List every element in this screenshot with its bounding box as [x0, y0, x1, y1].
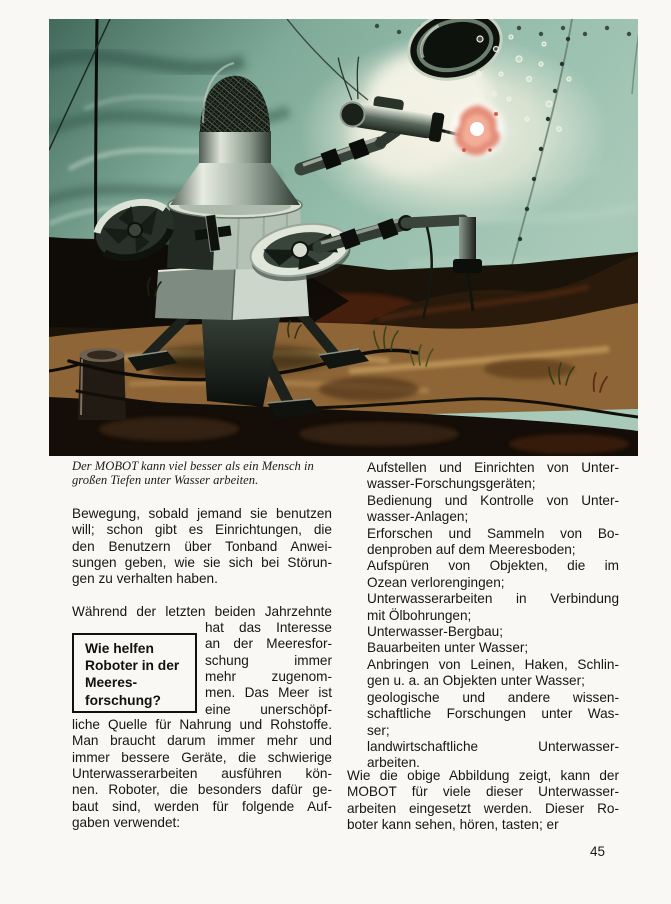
- task-list: [367, 460, 619, 772]
- text-line: liche Quelle für Nahrung und Rohstoffe.: [72, 717, 332, 732]
- task-line: arbeiten.: [367, 755, 420, 771]
- text-line: gen zu verhalten haben.: [72, 571, 218, 587]
- task-line: Aufstellen und Einrichten von Unter-: [367, 460, 619, 475]
- question-box-line: Meeres-: [85, 675, 138, 691]
- text-line: Wie die obige Abbildung zeigt, kann der: [347, 768, 619, 783]
- task-line: wasser-Anlagen;: [367, 509, 469, 525]
- text-line: den Benutzern über Tonband Anwei-: [72, 538, 332, 554]
- text-line: nen. Roboter, die besonders dafür ge-: [72, 782, 332, 798]
- task-line: wasser-Forschungsgeräten;: [367, 476, 536, 492]
- task-line: Bauarbeiten unter Wasser;: [367, 640, 529, 656]
- welding-flame: [452, 104, 504, 156]
- text-line: immer bessere Geräte, die schwierige: [72, 749, 332, 765]
- text-line: gaben verwendet:: [72, 815, 181, 831]
- text-line: Bewegung, sobald jemand sie benutzen: [72, 506, 332, 521]
- text-line: schung immer: [205, 652, 332, 668]
- text-line: an der Meeresfor-: [205, 636, 332, 652]
- task-line: schaftliche Forschungen unter Was-: [367, 706, 619, 722]
- text-line: boter kann sehen, hören, tasten; er: [347, 817, 559, 833]
- question-box-line: Wie helfen: [85, 641, 154, 656]
- task-line: denproben auf dem Meeresboden;: [367, 542, 576, 558]
- task-line: Bedienung und Kontrolle von Unter-: [367, 492, 619, 508]
- task-line: mit Ölbohrungen;: [367, 607, 472, 623]
- probe-tool: [459, 217, 476, 261]
- task-line: landwirtschaftliche Unterwasser-: [367, 738, 619, 754]
- text-line: baut sind, werden für folgende Auf-: [72, 798, 332, 814]
- caption-line: großen Tiefen unter Wasser arbeiten.: [72, 473, 259, 487]
- paragraph-bewegung: [72, 506, 332, 588]
- text-line: Unterwasserarbeiten ausführen kön-: [72, 766, 332, 782]
- sea-floor: [49, 237, 638, 456]
- task-line: geologische und andere wissen-: [367, 689, 619, 705]
- text-line: sungen geben, wie sie sich bei Störun-: [72, 555, 332, 571]
- text-line: hat das Interesse: [205, 620, 332, 635]
- task-line: Anbringen von Leinen, Haken, Schlin-: [367, 656, 619, 672]
- text-line: Während der letzten beiden Jahrzehnte: [72, 604, 332, 619]
- task-line: Aufspüren von Objekten, die im: [367, 558, 619, 574]
- task-line: Unterwasser-Bergbau;: [367, 624, 503, 640]
- caption-line: Der MOBOT kann viel besser als ein Mensch in: [72, 459, 314, 473]
- text-line: arbeiten eingesetzt werden. Dieser Ro-: [347, 800, 619, 816]
- text-line: MOBOT für viele dieser Unterwasser-: [347, 784, 619, 800]
- task-line: ser;: [367, 722, 390, 738]
- canister: [78, 348, 126, 420]
- closing-paragraph: [347, 768, 619, 833]
- task-line: Unterwasserarbeiten in Verbindung: [367, 591, 619, 607]
- illustration-caption: [72, 459, 382, 487]
- task-line: Erforschen und Sammeln von Bo-: [367, 525, 619, 541]
- question-box: [72, 633, 197, 713]
- paragraph-jahrzehnte-first-line: [72, 604, 332, 620]
- text-line: will; schon gibt es Einrichtungen, die: [72, 522, 332, 538]
- text-line: eine unerschöpf-: [205, 701, 332, 717]
- text-line: mehr zugenom-: [205, 669, 332, 685]
- task-line: Ozean verlorengingen;: [367, 574, 505, 590]
- neck: [199, 131, 271, 163]
- mobot-underwater-illustration: [49, 19, 638, 456]
- question-box-line: forschung?: [85, 692, 161, 708]
- text-line: Man braucht darum immer mehr und: [72, 733, 332, 749]
- text-line: men. Das Meer ist: [205, 685, 332, 701]
- question-box-line: Roboter in der: [85, 658, 180, 674]
- page-number: 45: [590, 844, 606, 859]
- task-line: gen u. a. an Objekten unter Wasser;: [367, 673, 585, 689]
- paragraph-below-box: [72, 717, 332, 831]
- paragraph-beside-box: [205, 620, 332, 718]
